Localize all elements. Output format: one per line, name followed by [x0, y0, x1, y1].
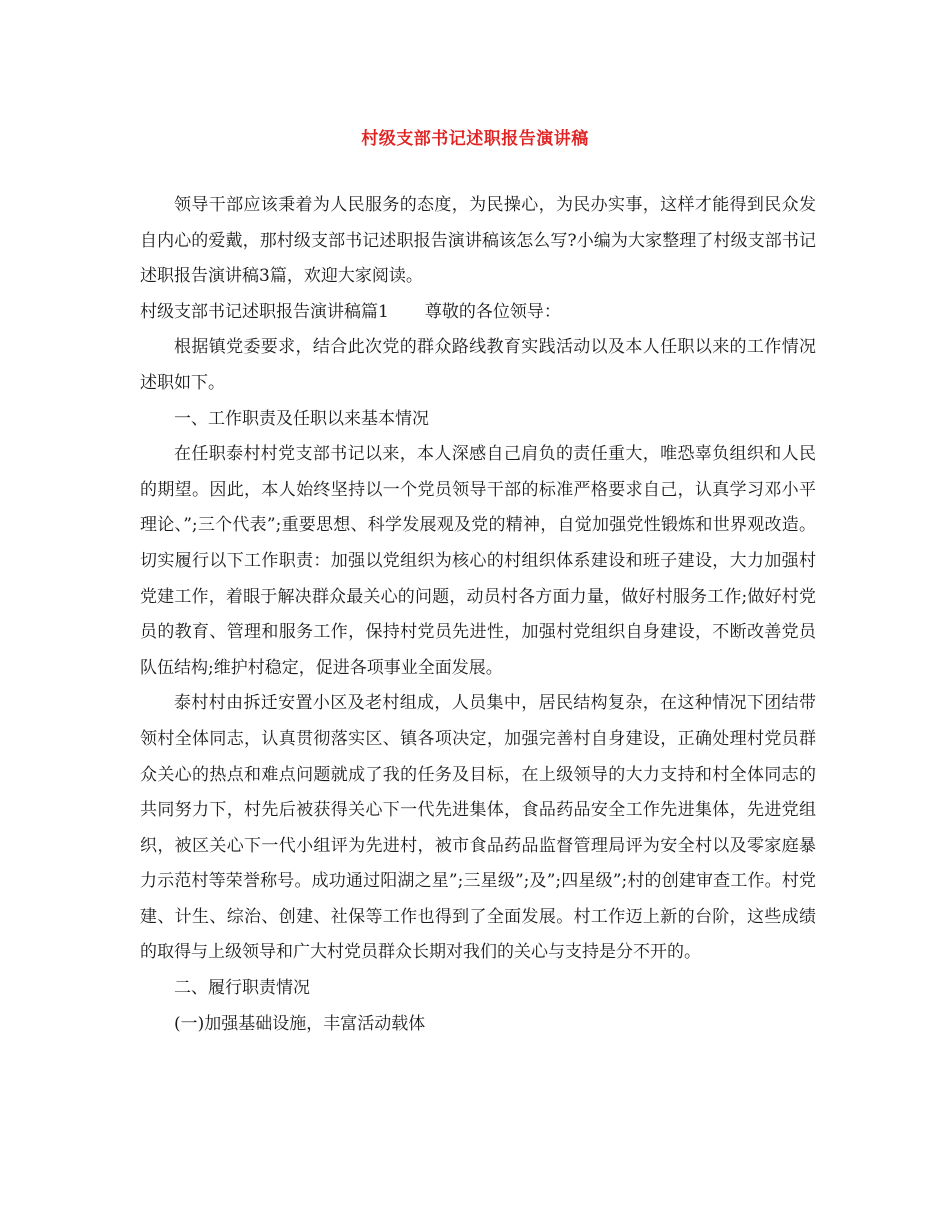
document-title: 村级支部书记述职报告演讲稿	[361, 129, 589, 149]
article-heading: 村级支部书记述职报告演讲稿篇1	[140, 301, 389, 322]
body-paragraph: 根据镇党委要求，结合此次党的群众路线教育实践活动以及本人任职以来的工作情况述职如下。	[140, 337, 816, 393]
body-paragraph: 泰村村由拆迁安置小区及老村组成，人员集中，居民结构复杂，在这种情况下团结带领村全体同志，认真贯彻落实区、镇各项决定，加强完善村自身建设，正确处理村党员群众关心的热点和难点问题就成了我的任务及目标，在上级领导的大力支持和村全体同志的共同努力下，村先后被获得关心下一代先进集体，食品药品安全工作先进集体，先进党组织，被区关心下一代小组评为先进村，被市食品药品监督管理局评为安全村以及零家庭暴力示范村等荣誉称号。成功通过阳湖之星”;三星级”;及”;四星级”;村的创建审查工作。村党建、计生、综治、创建、社保等工作也得到了全面发展。村工作迈上新的台阶，这些成绩的取得与上级领导和广大村党员群众长期对我们的关心与支持是分不开的。	[140, 693, 816, 963]
section-heading: 一、工作职责及任职以来基本情况	[174, 408, 429, 429]
section-heading: 二、履行职责情况	[174, 978, 310, 999]
body-paragraph: 在任职泰村村党支部书记以来，本人深感自己肩负的责任重大，唯恐辜负组织和人民的期望。因此，本人始终坚持以一个党员领导干部的标准严格要求自己，认真学习邓小平理论、”;三个代表”;重要思想、科学发展观及党的精神，自觉加强党性锻炼和世界观改造。切实履行以下工作职责：加强以党组织为核心的村组织体系建设和班子建设，大力加强村党建工作，着眼于解决群众最关心的问题，动员村各方面力量，做好村服务工作;做好村党员的教育、管理和服务工作，保持村党员先进性，加强村党组织自身建设，不断改善党员队伍结构;维护村稳定，促进各项事业全面发展。	[140, 444, 816, 678]
subsection-heading: (一)加强基础设施，丰富活动载体	[174, 1013, 426, 1034]
intro-paragraph: 领导干部应该秉着为人民服务的态度，为民操心，为民办实事，这样才能得到民众发自内心的爱戴，那村级支部书记述职报告演讲稿该怎么写?小编为大家整理了村级支部书记述职报告演讲稿3篇，欢迎大家阅读。	[140, 195, 816, 287]
section-heading-line	[140, 295, 816, 331]
salutation: 尊敬的各位领导：	[424, 301, 561, 322]
document-body	[140, 188, 816, 1042]
